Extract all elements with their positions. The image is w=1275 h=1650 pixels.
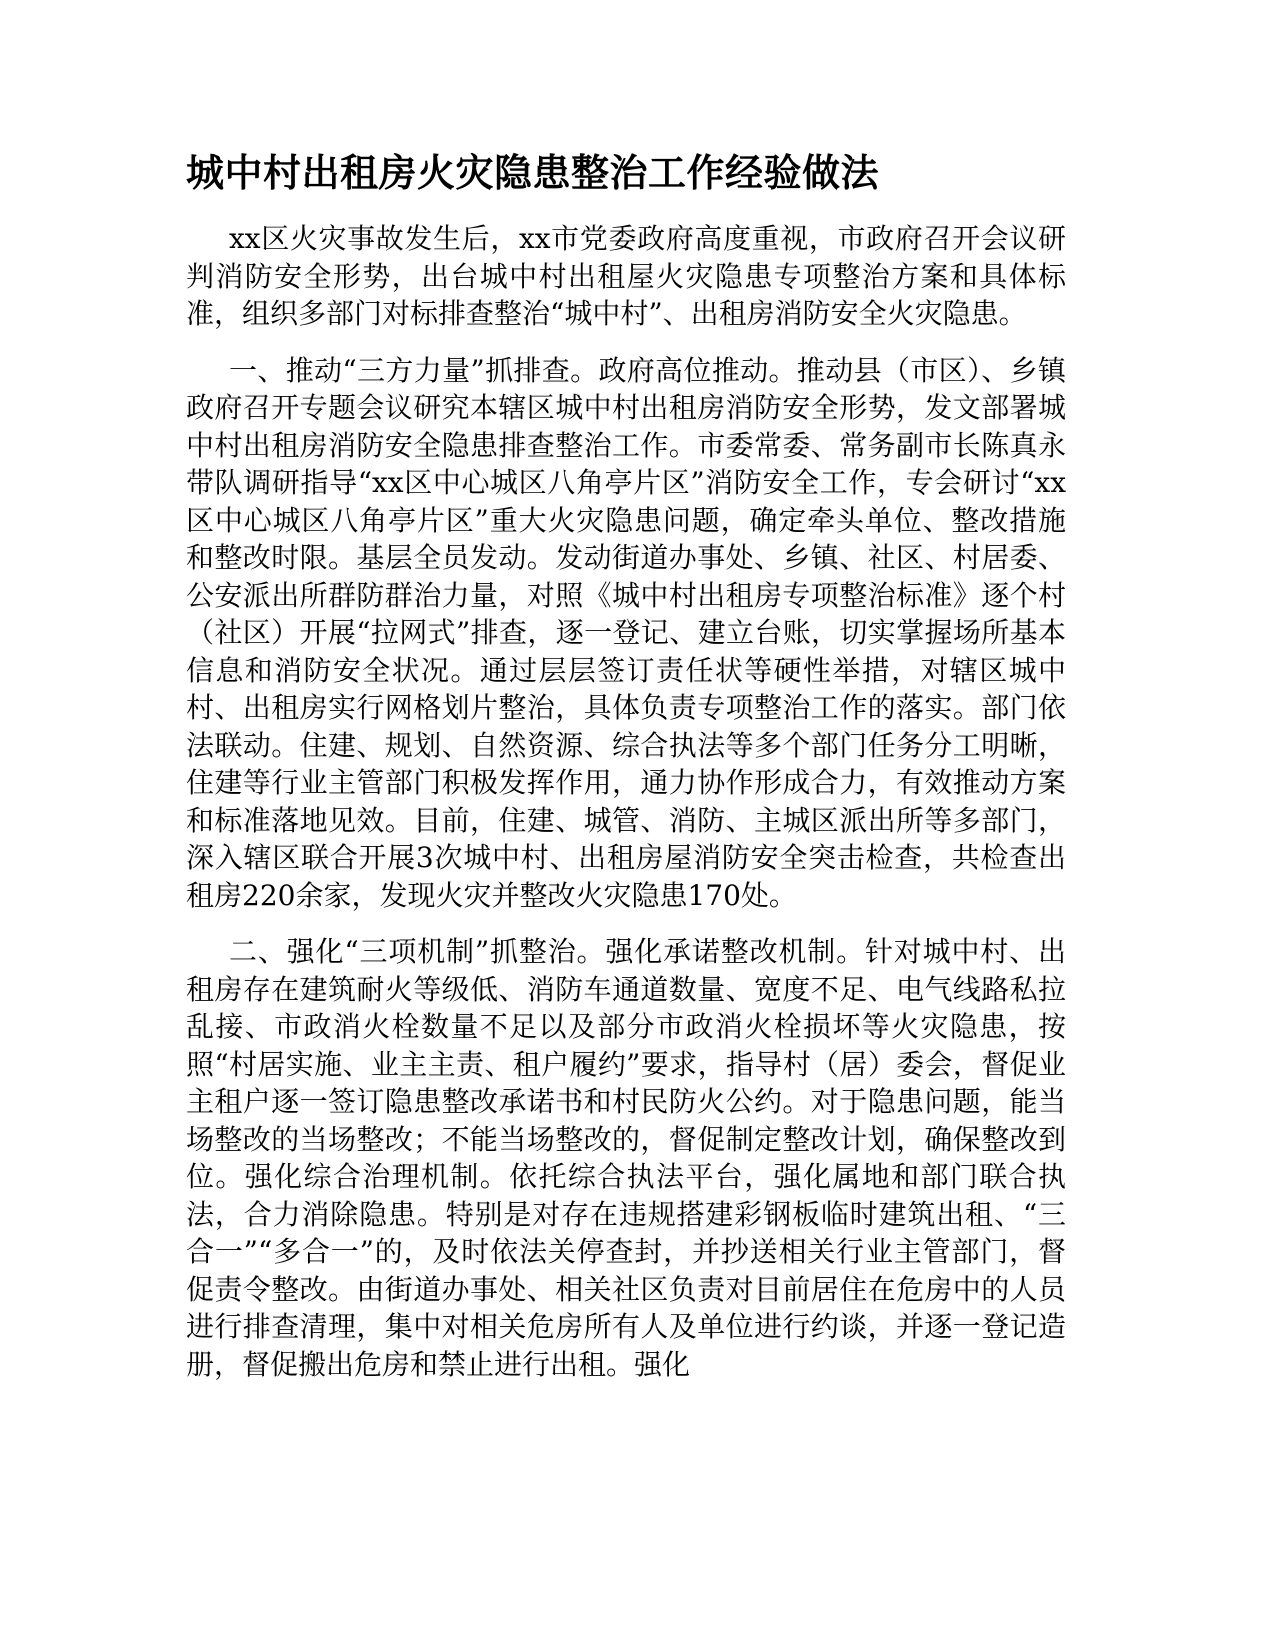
document-body	[186, 220, 1066, 1402]
paragraph-intro: xx区火灾事故发生后，xx市党委政府高度重视，市政府召开会议研判消防安全形势，出台城中村出租屋火灾隐患专项整治方案和具体标准，组织多部门对标排查整治“城中村”、出租房消防安全火灾隐患。	[186, 222, 1066, 330]
paragraph-section-one: 一、推动“三方力量”抓排查。政府高位推动。推动县（市区）、乡镇政府召开专题会议研究本辖区城中村出租房消防安全形势，发文部署城中村出租房消防安全隐患排查整治工作。市委常委、常务副市长陈真永带队调研指导“xx区中心城区八角亭片区”消防安全工作，专会研讨“xx区中心城区八角亭片区”重大火灾隐患问题，确定牵头单位、整改措施和整改时限。基层全员发动。发动街道办事处、乡镇、社区、村居委、公安派出所群防群治力量，对照《城中村出租房专项整治标准》逐个村（社区）开展“拉网式”排查，逐一登记、建立台账，切实掌握场所基本信息和消防安全状况。通过层层签订责任状等硬性举措，对辖区城中村、出租房实行网格划片整治，具体负责专项整治工作的落实。部门依法联动。住建、规划、自然资源、综合执法等多个部门任务分工明晰，住建等行业主管部门积极发挥作用，通力协作形成合力，有效推动方案和标准落地见效。目前，住建、城管、消防、主城区派出所等多部门，深入辖区联合开展3次城中村、出租房屋消防安全突击检查，共检查出租房220余家，发现火灾并整改火灾隐患170处。	[186, 353, 1066, 912]
paragraph-section-two: 二、强化“三项机制”抓整治。强化承诺整改机制。针对城中村、出租房存在建筑耐火等级低、消防车通道数量、宽度不足、电气线路私拉乱接、市政消火栓数量不足以及部分市政消火栓损坏等火灾隐患，按照“村居实施、业主主责、租户履约”要求，指导村（居）委会，督促业主租户逐一签订隐患整改承诺书和村民防火公约。对于隐患问题，能当场整改的当场整改；不能当场整改的，督促制定整改计划，确保整改到位。强化综合治理机制。依托综合执法平台，强化属地和部门联合执法，合力消除隐患。特别是对存在违规搭建彩钢板临时建筑出租、“三合一”“多合一”的，及时依法关停查封，并抄送相关行业主管部门，督促责令整改。由街道办事处、相关社区负责对目前居住在危房中的人员进行排查清理，集中对相关危房所有人及单位进行约谈，并逐一登记造册，督促搬出危房和禁止进行出租。强化	[186, 935, 1066, 1381]
document-title: 城中村出租房火灾隐患整治工作经验做法	[186, 151, 880, 195]
